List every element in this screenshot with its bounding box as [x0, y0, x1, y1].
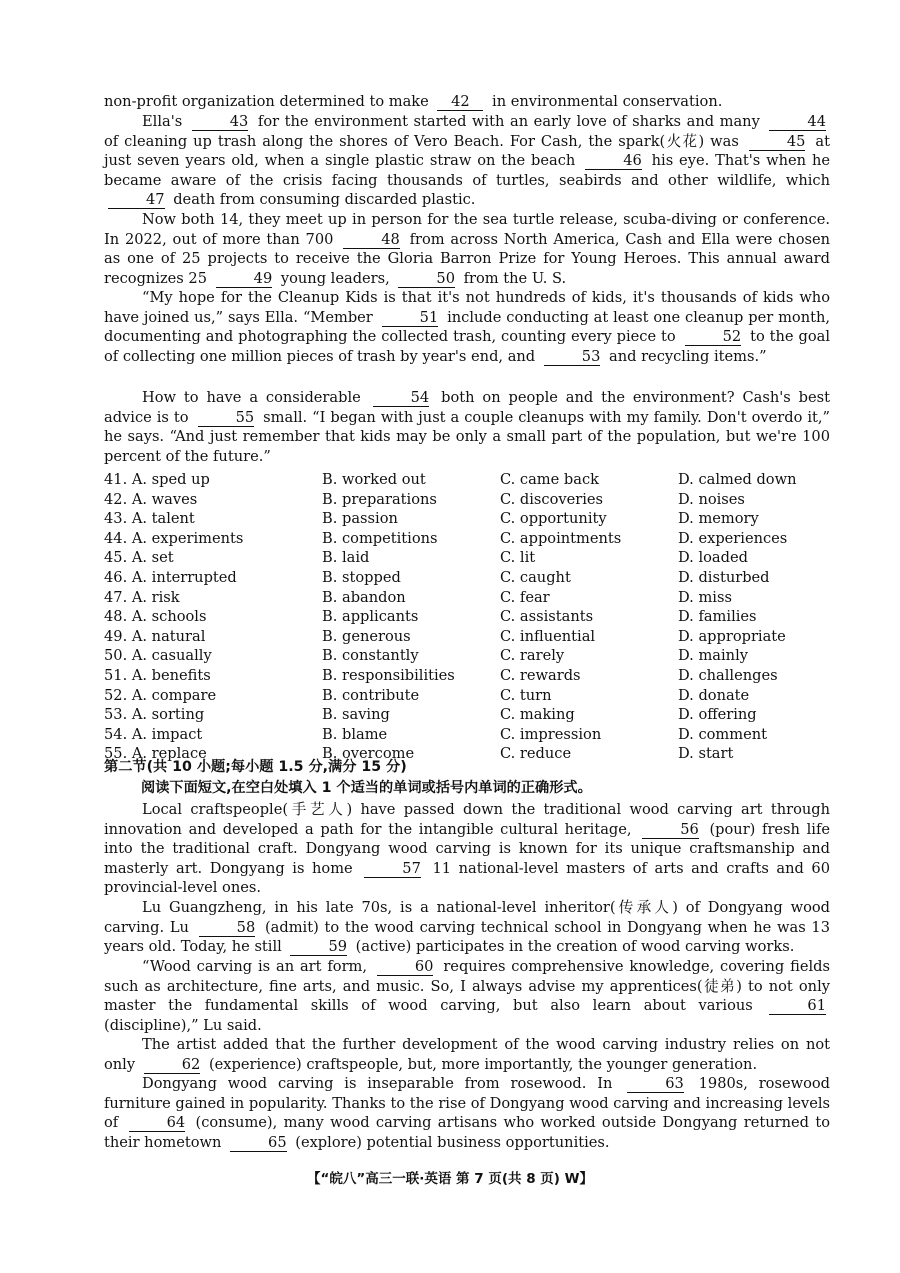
page-footer: 【“皖八”高三一联·英语 第 7 页(共 8 页) W】	[306, 1171, 594, 1187]
option-a[interactable]: 51. A. benefits	[104, 666, 211, 684]
option-row	[104, 548, 834, 568]
option-b[interactable]: B. contribute	[322, 686, 420, 704]
passage-text: (consume), many wood carving artisans who worked outside Dongyang returned to their hometown	[104, 1114, 831, 1151]
option-b[interactable]: B. preparations	[322, 490, 437, 508]
passage-text: Lu Guangzheng, in his late 70s, is a national-level inheritor(传承人) of Dongyang wood carving. Lu	[104, 899, 830, 936]
option-d[interactable]: D. families	[678, 608, 757, 626]
section-instruction: 阅读下面短文,在空白处填入 1 个适当的单词或括号内单词的正确形式。	[141, 780, 592, 796]
answer-blank[interactable]: 57	[364, 861, 421, 878]
passage-text: and recycling items.”	[604, 347, 767, 365]
option-a[interactable]: 46. A. interrupted	[104, 568, 237, 586]
option-b[interactable]: B. applicants	[322, 608, 419, 626]
option-a[interactable]: 54. A. impact	[104, 725, 203, 743]
passage-text: (discipline),” Lu said.	[104, 1016, 262, 1034]
passage1-para	[104, 388, 830, 466]
option-c[interactable]: C. fear	[500, 588, 550, 606]
option-c[interactable]: C. appointments	[500, 529, 622, 547]
option-row	[104, 725, 834, 745]
answer-blank[interactable]: 53	[544, 349, 601, 366]
option-a[interactable]: 49. A. natural	[104, 627, 206, 645]
passage-text: 11 national-level masters of arts and crafts and 60 provincial-level ones.	[104, 859, 831, 896]
option-c[interactable]: C. making	[500, 706, 575, 724]
answer-blank[interactable]: 46	[585, 153, 642, 170]
option-c[interactable]: C. influential	[500, 627, 596, 645]
passage-text: non-profit organization determined to make	[104, 93, 434, 110]
option-d[interactable]: D. calmed down	[678, 471, 797, 488]
option-d[interactable]: D. comment	[678, 725, 767, 743]
option-c[interactable]: C. discoveries	[500, 490, 604, 508]
option-d[interactable]: D. start	[678, 745, 734, 763]
answer-blank[interactable]: 49	[216, 271, 273, 288]
option-c[interactable]: C. impression	[500, 725, 602, 743]
passage-text: Ella's	[142, 113, 188, 130]
answer-blank[interactable]: 45	[749, 134, 806, 151]
answer-blank[interactable]: 43	[192, 114, 249, 131]
option-a[interactable]: 44. A. experiments	[104, 529, 244, 547]
passage-text: (pour) fresh life into the traditional craft. Dongyang wood carving is known for its unique craftsmanship and masterly art. Dongyang is home	[104, 820, 830, 877]
option-row	[104, 588, 834, 608]
passage-text: death from consuming discarded plastic.	[168, 191, 476, 208]
answer-blank[interactable]: 51	[382, 310, 439, 327]
answer-blank[interactable]: 50	[398, 271, 455, 288]
option-row	[104, 509, 834, 529]
option-b[interactable]: B. blame	[322, 725, 388, 743]
option-b[interactable]: B. saving	[322, 706, 390, 724]
option-d[interactable]: D. donate	[678, 686, 750, 704]
option-d[interactable]: D. memory	[678, 510, 759, 528]
passage-text: young leaders,	[276, 269, 395, 287]
option-row	[104, 490, 834, 510]
answer-blank[interactable]: 63	[627, 1076, 684, 1093]
option-c[interactable]: C. caught	[500, 568, 571, 586]
answer-blank[interactable]: 54	[373, 390, 430, 407]
option-a[interactable]: 53. A. sorting	[104, 706, 205, 724]
option-row	[104, 646, 834, 666]
answer-blank[interactable]: 48	[343, 232, 400, 249]
answer-blank[interactable]: 55	[198, 410, 255, 427]
answer-blank[interactable]: 47	[108, 192, 165, 209]
option-d[interactable]: D. experiences	[678, 529, 788, 547]
passage-text: at just seven years old, when a single plastic straw on the beach	[104, 132, 830, 169]
option-d[interactable]: D. offering	[678, 706, 757, 724]
answer-blank[interactable]: 64	[129, 1115, 186, 1132]
option-d[interactable]: D. mainly	[678, 647, 748, 665]
option-c[interactable]: C. opportunity	[500, 510, 607, 528]
passage-text: “Wood carving is an art form,	[142, 958, 373, 975]
option-row	[104, 568, 834, 588]
passage-text: from across North America, Cash and Ella were chosen as one of 25 projects to receive the Gloria Barron Prize for Young Heroes. This annual award recognizes 25	[104, 230, 831, 287]
passage-text: (admit) to the wood carving technical school in Dongyang when he was 13 years old. Today, he still	[104, 918, 830, 955]
passage1-para	[104, 288, 830, 366]
option-b[interactable]: B. worked out	[322, 471, 426, 488]
option-a[interactable]: 43. A. talent	[104, 510, 195, 528]
passage-text: small. “I began with just a couple cleanups with my family. Don't overdo it,” he says. “And just remember that kids may be only a small part of the population, but we're 100 percent of the future.”	[104, 408, 830, 465]
option-c[interactable]: C. came back	[500, 471, 599, 488]
passage-text: from the U. S.	[459, 269, 567, 287]
answer-blank[interactable]: 58	[199, 920, 256, 937]
option-row	[104, 470, 834, 490]
option-b[interactable]: B. laid	[322, 549, 370, 567]
passage2-para	[104, 898, 830, 957]
option-a[interactable]: 45. A. set	[104, 549, 174, 567]
option-b[interactable]: B. passion	[322, 510, 398, 528]
passage-text: How to have a considerable	[142, 389, 369, 406]
passage-text: 1980s, rosewood furniture gained in popularity. Thanks to the rise of Dongyang wood carving and increasing levels of	[104, 1075, 831, 1131]
option-b[interactable]: B. overcome	[322, 745, 415, 763]
passage-text: in environmental conservation.	[487, 93, 723, 110]
answer-blank[interactable]: 52	[685, 329, 742, 346]
option-d[interactable]: D. loaded	[678, 549, 748, 567]
passage-text: requires comprehensive knowledge, covering fields such as architecture, fine arts, and music. So, I always advise my apprentices(徒弟) to not only master the fundamental skills of wood carving, but also learn about various	[104, 958, 830, 1014]
option-c[interactable]: C. rarely	[500, 647, 565, 665]
passage2-para	[104, 1074, 830, 1152]
passage-text: (explore) potential business opportunities.	[290, 1133, 610, 1151]
answer-blank[interactable]: 65	[230, 1135, 287, 1152]
answer-blank[interactable]: 62	[144, 1057, 201, 1074]
option-d[interactable]: D. miss	[678, 588, 732, 606]
option-row	[104, 705, 834, 725]
options-table	[104, 470, 834, 764]
passage-text: his eye. That's when he became aware of the crisis facing thousands of turtles, seabirds and other wildlife, which	[104, 152, 830, 189]
passage2-para	[104, 1035, 830, 1074]
option-a[interactable]: 42. A. waves	[104, 490, 198, 508]
passage-text: “My hope for the Cleanup Kids is that it's not hundreds of kids, it's thousands of kids who have joined us,” says Ella. “Member	[104, 289, 830, 326]
answer-blank[interactable]: 44	[769, 114, 826, 131]
option-a[interactable]: 47. A. risk	[104, 588, 180, 606]
answer-blank[interactable]: 56	[642, 822, 699, 839]
option-b[interactable]: B. stopped	[322, 568, 401, 586]
passage-text: for the environment started with an early love of sharks and many	[252, 113, 766, 130]
answer-blank[interactable]: 60	[377, 959, 434, 976]
option-b[interactable]: B. constantly	[322, 647, 419, 665]
passage-text: both on people and the environment? Cash's best advice is to	[104, 389, 830, 426]
passage-text: to the goal of collecting one million pieces of trash by year's end, and	[104, 328, 830, 365]
passage-text: Local craftspeople(手艺人) have passed down the traditional wood carving art through innovation and developed a path for the intangible cultural heritage,	[104, 801, 830, 838]
option-d[interactable]: D. disturbed	[678, 568, 770, 586]
option-a[interactable]: 50. A. casually	[104, 647, 212, 665]
option-a[interactable]: 41. A. sped up	[104, 471, 210, 488]
answer-blank[interactable]: 59	[290, 939, 347, 956]
passage2-para	[104, 800, 830, 898]
option-c[interactable]: C. turn	[500, 686, 552, 704]
passage-text: The artist added that the further development of the wood carving industry relies on not only	[104, 1036, 830, 1073]
option-a[interactable]: 55. A. replace	[104, 745, 207, 763]
passage1-para	[104, 112, 830, 210]
option-b[interactable]: B. abandon	[322, 588, 406, 606]
option-row	[104, 686, 834, 706]
option-row	[104, 607, 834, 627]
option-c[interactable]: C. assistants	[500, 608, 594, 626]
option-c[interactable]: C. reduce	[500, 745, 572, 763]
option-c[interactable]: C. rewards	[500, 666, 581, 684]
passage-text: include conducting at least one cleanup per month, documenting and photographing the collected trash, counting every piece to	[104, 308, 830, 345]
passage-text: Now both 14, they meet up in person for the sea turtle release, scuba-diving or conference. In 2022, out of more than 700	[104, 211, 830, 248]
passage-text: of cleaning up trash along the shores of Vero Beach. For Cash, the spark(火花) was	[104, 132, 745, 150]
option-row	[104, 627, 834, 647]
option-c[interactable]: C. lit	[500, 549, 536, 567]
section-heading: 第二节(共 10 小题;每小题 1.5 分,满分 15 分)	[104, 759, 407, 775]
passage-text: (experience) craftspeople, but, more importantly, the younger generation.	[204, 1055, 758, 1073]
option-b[interactable]: B. competitions	[322, 529, 438, 547]
option-row	[104, 529, 834, 549]
answer-blank[interactable]: 42	[437, 94, 483, 111]
option-d[interactable]: D. appropriate	[678, 627, 786, 645]
passage-text: (active) participates in the creation of wood carving works.	[351, 938, 795, 955]
option-row	[104, 666, 834, 686]
passage1-para	[104, 210, 830, 288]
option-b[interactable]: B. generous	[322, 627, 411, 645]
passage-text: Dongyang wood carving is inseparable from rosewood. In	[142, 1075, 624, 1092]
option-b[interactable]: B. responsibilities	[322, 666, 455, 684]
answer-blank[interactable]: 61	[769, 998, 826, 1015]
option-d[interactable]: D. challenges	[678, 666, 778, 684]
option-a[interactable]: 52. A. compare	[104, 686, 217, 704]
option-d[interactable]: D. noises	[678, 490, 745, 508]
passage1-para	[104, 92, 830, 112]
passage2-para	[104, 957, 830, 1035]
option-a[interactable]: 48. A. schools	[104, 608, 207, 626]
